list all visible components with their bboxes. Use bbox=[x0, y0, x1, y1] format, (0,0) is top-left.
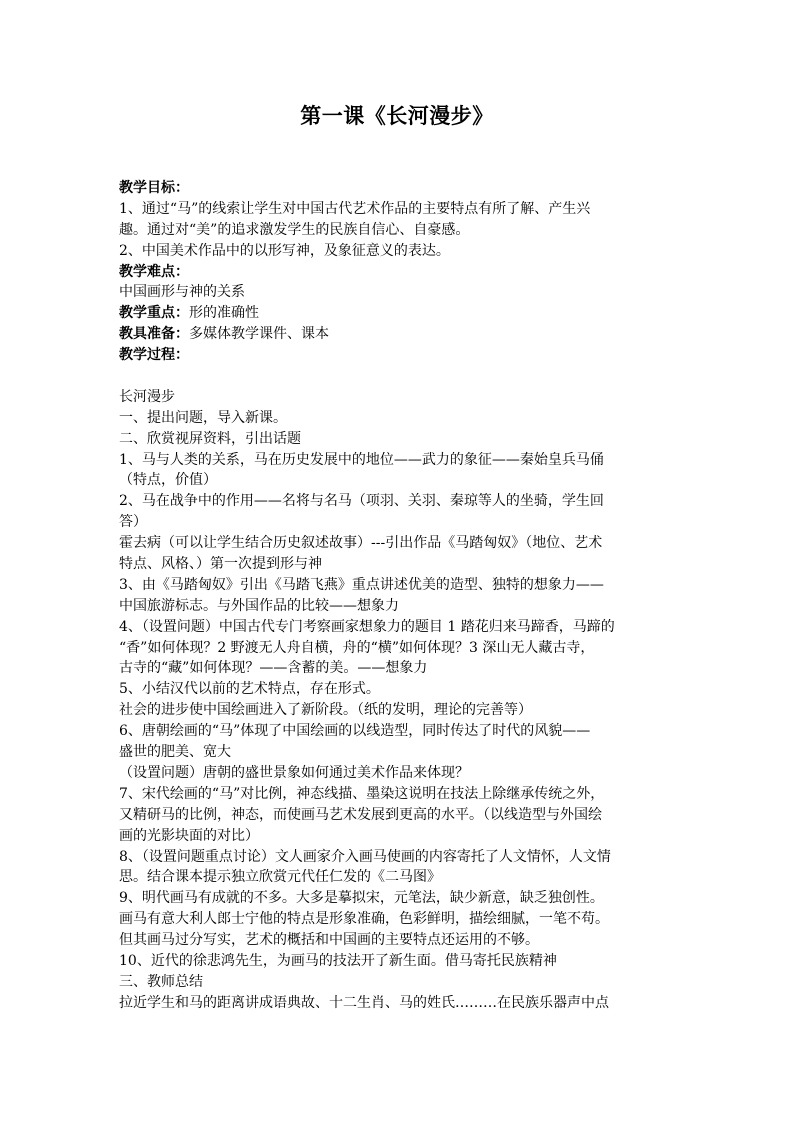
process-line: 但其画马过分写实，艺术的概括和中国画的主要特点还运用的不够。 bbox=[119, 932, 539, 949]
process-line: 中国旅游标志。与外国作品的比较——想象力 bbox=[119, 597, 399, 614]
process-line: 7、宋代绘画的“马”对比例，神态线描、墨染这说明在技法上除继承传统之外， bbox=[119, 785, 605, 802]
process-line: 又精研马的比例，神态，而使画马艺术发展到更高的水平。（以线造型与外国绘 bbox=[119, 806, 602, 823]
process-line: 答） bbox=[119, 514, 147, 531]
process-line: 三、教师总结 bbox=[119, 973, 203, 990]
process-line: 2、马在战争中的作用——名将与名马（项羽、关羽、秦琼等人的坐骑，学生回 bbox=[119, 493, 604, 510]
process-line: “香”如何体现？2 野渡无人舟自横，舟的“横”如何体现？3 深山无人藏古寺， bbox=[119, 639, 595, 656]
difficulty-text: 中国画形与神的关系 bbox=[119, 284, 245, 301]
objectives-line-1: 1、通过“马”的线索让学生对中国古代艺术作品的主要特点有所了解、产生兴 bbox=[119, 200, 591, 217]
process-line: 思。结合课本提示独立欣赏元代任仁发的《二马图》 bbox=[119, 869, 441, 886]
objectives-line-3: 2、中国美术作品中的以形写神，及象征意义的表达。 bbox=[119, 242, 450, 259]
tools-heading: 教具准备： bbox=[119, 326, 189, 343]
process-line: 长河漫步 bbox=[119, 388, 175, 405]
difficulty-heading: 教学难点： bbox=[119, 263, 189, 280]
blank-line bbox=[119, 366, 679, 387]
document-body bbox=[119, 178, 679, 1014]
process-line: 6、唐朝绘画的“马”体现了中国绘画的以线造型，同时传达了时代的风貌—— bbox=[119, 723, 591, 740]
objectives-heading: 教学目标： bbox=[119, 180, 189, 196]
key-point-heading: 教学重点： bbox=[119, 305, 189, 322]
process-line: 10、近代的徐悲鸿先生，为画马的技法开了新生面。借马寄托民族精神 bbox=[119, 952, 557, 969]
page-title: 第一课《长河漫步》 bbox=[300, 103, 494, 128]
process-line: 画马有意大利人郎士宁他的特点是形象准确，色彩鲜明，描绘细腻，一笔不苟。 bbox=[119, 911, 609, 928]
process-line: 9、明代画马有成就的不多。大多是摹拟宋，元笔法，缺少新意，缺乏独创性。 bbox=[119, 890, 604, 907]
process-line: 社会的进步使中国绘画进入了新阶段。（纸的发明，理论的完善等） bbox=[119, 702, 532, 719]
process-line: 4、（设置问题）中国古代专门考察画家想象力的题目 1 踏花归来马蹄香，马蹄的 bbox=[119, 618, 615, 635]
key-point-line bbox=[119, 303, 679, 324]
process-line: 拉近学生和马的距离讲成语典故、十二生肖、马的姓氏………在民族乐器声中点 bbox=[119, 994, 609, 1011]
process-line: 特点、风格、）第一次提到形与神 bbox=[119, 556, 322, 573]
process-line: 古寺的“藏”如何体现？——含蓄的美。——想象力 bbox=[119, 660, 428, 677]
process-line: 一、提出问题，导入新课。 bbox=[119, 409, 287, 426]
process-line: 画的光影块面的对比） bbox=[119, 827, 259, 844]
process-line: （设置问题）唐朝的盛世景象如何通过美术作品来体现？ bbox=[119, 764, 469, 781]
tools-line bbox=[119, 324, 679, 345]
process-line: 霍去病（可以让学生结合历史叙述故事）---引出作品《马踏匈奴》（地位、艺术 bbox=[119, 535, 603, 552]
objectives-line-2: 趣。通过对“美”的追求激发学生的民族自信心、自豪感。 bbox=[119, 221, 470, 238]
key-point-text: 形的准确性 bbox=[189, 305, 259, 322]
process-heading: 教学过程： bbox=[119, 347, 189, 364]
process-line: （特点，价值） bbox=[119, 472, 217, 489]
process-line: 1、马与人类的关系，马在历史发展中的地位——武力的象征——秦始皇兵马俑 bbox=[119, 451, 604, 468]
process-line: 8、（设置问题重点讨论）文人画家介入画马使画的内容寄托了人文情怀，人文情 bbox=[119, 848, 611, 865]
tools-text: 多媒体教学课件、课本 bbox=[189, 326, 329, 343]
process-line: 5、小结汉代以前的艺术特点，存在形式。 bbox=[119, 681, 380, 698]
process-line: 3、由《马踏匈奴》引出《马踏飞燕》重点讲述优美的造型、独特的想象力—— bbox=[119, 576, 604, 593]
process-line: 盛世的肥美、宽大 bbox=[119, 744, 231, 761]
process-line: 二、欣赏视屏资料，引出话题 bbox=[119, 430, 301, 447]
